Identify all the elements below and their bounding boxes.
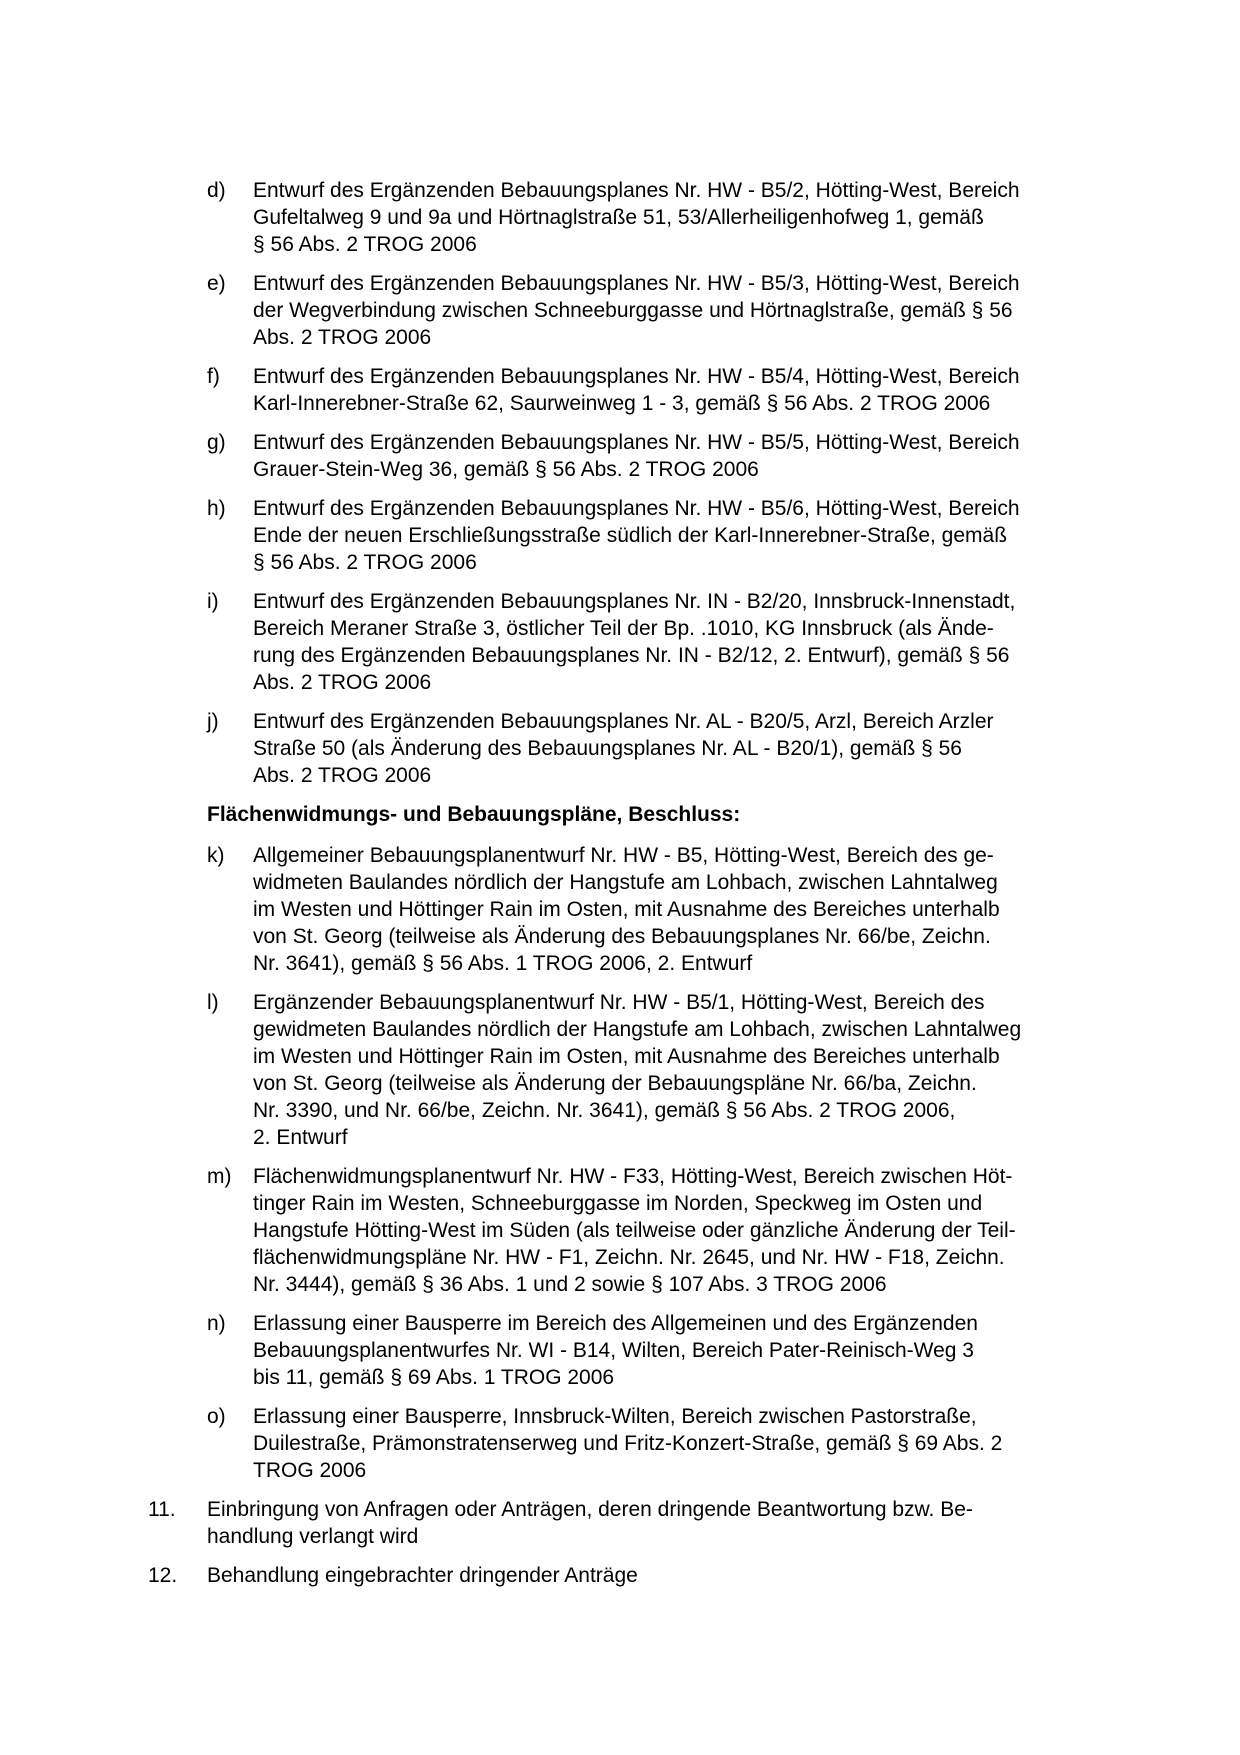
text-line: widmeten Baulandes nördlich der Hangstufe am Lohbach, zwischen Lahntalweg xyxy=(253,871,998,894)
agenda-item-text xyxy=(207,1562,1107,1589)
text-line: im Westen und Höttinger Rain im Osten, mit Ausnahme des Bereiches unterhalb xyxy=(253,1045,1000,1068)
list-item-h xyxy=(207,495,1107,576)
list-item-label: d) xyxy=(207,179,226,202)
agenda-item-number: 11. xyxy=(148,1498,176,1521)
text-line: Duilestraße, Prämonstratenserweg und Fritz-Konzert-Straße, gemäß § 69 Abs. 2 xyxy=(253,1432,1003,1455)
text-line: Karl-Innerebner-Straße 62, Saurweinweg 1 - 3, gemäß § 56 Abs. 2 TROG 2006 xyxy=(253,392,991,415)
list-item-label: l) xyxy=(207,991,219,1014)
text-line: im Westen und Höttinger Rain im Osten, mit Ausnahme des Bereiches unterhalb xyxy=(253,898,1000,921)
text-line: Nr. 3641), gemäß § 56 Abs. 1 TROG 2006, 2. Entwurf xyxy=(253,952,753,975)
text-line: Entwurf des Ergänzenden Bebauungsplanes Nr. IN - B2/20, Innsbruck-Innenstadt, xyxy=(253,590,1016,613)
list-item-text xyxy=(253,429,1107,483)
list-item-label: o) xyxy=(207,1405,226,1428)
text-line: flächenwidmungspläne Nr. HW - F1, Zeichn. Nr. 2645, und Nr. HW - F18, Zeichn. xyxy=(253,1246,1005,1269)
list-item-label: i) xyxy=(207,590,219,613)
text-line: Abs. 2 TROG 2006 xyxy=(253,671,432,694)
text-line: 2. Entwurf xyxy=(253,1126,348,1149)
list-item-text xyxy=(253,989,1107,1151)
list-item-o xyxy=(207,1403,1107,1484)
list-item-label: k) xyxy=(207,844,225,867)
agenda-item-11 xyxy=(148,1496,1108,1550)
list-item-label: m) xyxy=(207,1165,232,1188)
text-line: rung des Ergänzenden Bebauungsplanes Nr. IN - B2/12, 2. Entwurf), gemäß § 56 xyxy=(253,644,1010,667)
list-item-label: g) xyxy=(207,431,226,454)
text-line: tinger Rain im Westen, Schneeburggasse im Norden, Speckweg im Osten und xyxy=(253,1192,983,1215)
text-line: Hangstufe Hötting-West im Süden (als teilweise oder gänzliche Änderung der Teil- xyxy=(253,1219,1016,1242)
text-line: gewidmeten Baulandes nördlich der Hangstufe am Lohbach, zwischen Lahntalweg xyxy=(253,1018,1022,1041)
text-line: TROG 2006 xyxy=(253,1459,367,1482)
text-line: Allgemeiner Bebauungsplanentwurf Nr. HW - B5, Hötting-West, Bereich des ge- xyxy=(253,844,994,867)
text-line: von St. Georg (teilweise als Änderung der Bebauungspläne Nr. 66/ba, Zeichn. xyxy=(253,1072,977,1095)
text-line: Behandlung eingebrachter dringender Anträge xyxy=(207,1564,638,1587)
agenda-item-text xyxy=(207,1496,1107,1550)
list-item-label: f) xyxy=(207,365,220,388)
text-line: Nr. 3390, und Nr. 66/be, Zeichn. Nr. 3641), gemäß § 56 Abs. 2 TROG 2006, xyxy=(253,1099,956,1122)
text-line: Flächenwidmungsplanentwurf Nr. HW - F33, Hötting-West, Bereich zwischen Höt- xyxy=(253,1165,1013,1188)
text-line: Entwurf des Ergänzenden Bebauungsplanes Nr. HW - B5/2, Hötting-West, Bereich xyxy=(253,179,1020,202)
list-item-i xyxy=(207,588,1107,696)
list-item-text xyxy=(253,1403,1107,1484)
list-item-text xyxy=(253,495,1107,576)
text-line: Ende der neuen Erschließungsstraße südlich der Karl-Innerebner-Straße, gemäß xyxy=(253,524,1008,547)
list-item-m xyxy=(207,1163,1107,1298)
text-line: der Wegverbindung zwischen Schneeburggasse und Hörtnaglstraße, gemäß § 56 xyxy=(253,299,1013,322)
list-item-text xyxy=(253,1163,1107,1298)
text-line: Bebauungsplanentwurfes Nr. WI - B14, Wilten, Bereich Pater-Reinisch-Weg 3 xyxy=(253,1339,974,1362)
list-item-text xyxy=(253,588,1107,696)
list-item-label: n) xyxy=(207,1312,226,1335)
text-line: von St. Georg (teilweise als Änderung des Bebauungsplanes Nr. 66/be, Zeichn. xyxy=(253,925,991,948)
list-item-label: e) xyxy=(207,272,226,295)
text-line: Entwurf des Ergänzenden Bebauungsplanes Nr. AL - B20/5, Arzl, Bereich Arzler xyxy=(253,710,994,733)
text-line: Erlassung einer Bausperre im Bereich des Allgemeinen und des Ergänzenden xyxy=(253,1312,978,1335)
agenda-item-12 xyxy=(148,1562,1108,1589)
list-item-e xyxy=(207,270,1107,351)
list-item-j xyxy=(207,708,1107,789)
text-line: Gufeltalweg 9 und 9a und Hörtnaglstraße 51, 53/Allerheiligenhofweg 1, gemäß xyxy=(253,206,984,229)
list-item-k xyxy=(207,842,1107,977)
list-item-text xyxy=(253,1310,1107,1391)
list-item-text xyxy=(253,363,1107,417)
section-heading: Flächenwidmungs- und Bebauungspläne, Beschluss: xyxy=(207,803,741,826)
text-line: Straße 50 (als Änderung des Bebauungsplanes Nr. AL - B20/1), gemäß § 56 xyxy=(253,737,962,760)
agenda-item-number: 12. xyxy=(148,1564,178,1587)
list-item-l xyxy=(207,989,1107,1151)
text-line: Nr. 3444), gemäß § 36 Abs. 1 und 2 sowie § 107 Abs. 3 TROG 2006 xyxy=(253,1273,887,1296)
text-line: Grauer-Stein-Weg 36, gemäß § 56 Abs. 2 TROG 2006 xyxy=(253,458,759,481)
text-line: Ergänzender Bebauungsplanentwurf Nr. HW - B5/1, Hötting-West, Bereich des xyxy=(253,991,985,1014)
text-line: Einbringung von Anfragen oder Anträgen, deren dringende Beantwortung bzw. Be- xyxy=(207,1498,973,1521)
text-line: Entwurf des Ergänzenden Bebauungsplanes Nr. HW - B5/3, Hötting-West, Bereich xyxy=(253,272,1020,295)
list-item-text xyxy=(253,270,1107,351)
list-item-text xyxy=(253,842,1107,977)
text-line: Entwurf des Ergänzenden Bebauungsplanes Nr. HW - B5/4, Hötting-West, Bereich xyxy=(253,365,1020,388)
text-line: Bereich Meraner Straße 3, östlicher Teil der Bp. .1010, KG Innsbruck (als Ände- xyxy=(253,617,994,640)
text-line: § 56 Abs. 2 TROG 2006 xyxy=(253,233,477,256)
list-item-g xyxy=(207,429,1107,483)
text-line: Erlassung einer Bausperre, Innsbruck-Wilten, Bereich zwischen Pastorstraße, xyxy=(253,1405,977,1428)
text-line: bis 11, gemäß § 69 Abs. 1 TROG 2006 xyxy=(253,1366,615,1389)
list-item-n xyxy=(207,1310,1107,1391)
list-item-label: h) xyxy=(207,497,226,520)
list-item-d xyxy=(207,177,1107,258)
text-line: § 56 Abs. 2 TROG 2006 xyxy=(253,551,477,574)
list-item-text xyxy=(253,708,1107,789)
list-item-label: j) xyxy=(207,710,219,733)
list-item-text xyxy=(253,177,1107,258)
text-line: Entwurf des Ergänzenden Bebauungsplanes Nr. HW - B5/5, Hötting-West, Bereich xyxy=(253,431,1020,454)
text-line: Abs. 2 TROG 2006 xyxy=(253,764,432,787)
text-line: handlung verlangt wird xyxy=(207,1525,419,1548)
text-line: Entwurf des Ergänzenden Bebauungsplanes Nr. HW - B5/6, Hötting-West, Bereich xyxy=(253,497,1020,520)
list-item-f xyxy=(207,363,1107,417)
text-line: Abs. 2 TROG 2006 xyxy=(253,326,432,349)
